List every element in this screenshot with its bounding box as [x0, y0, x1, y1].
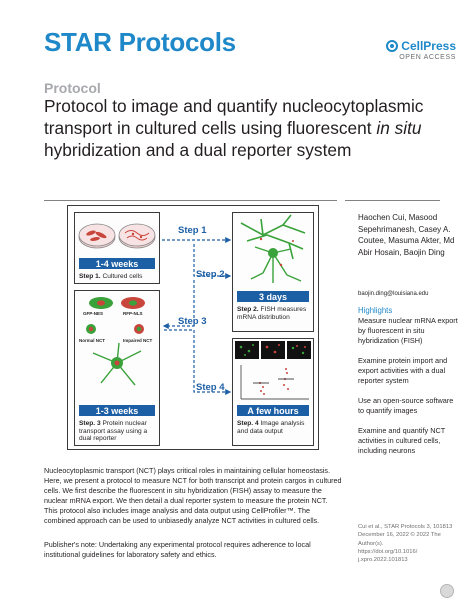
article-title: Protocol to image and quantify nucleocytoplasmic transport in cultured cells using fluorescent in situ hybridization and a dual reporter system	[44, 96, 424, 160]
graphical-abstract	[44, 201, 337, 454]
abstract-text: Nucleocytoplasmic transport (NCT) plays critical roles in maintaining cellular homeostasis. Here, we present a protocol to measure NCT for both transcript and protein cargos in cultured cells. We first describe the fluorescent in situ hybridization (FISH) assay to measure the nuclear mRNA export. We then detail a dual reporter system to measure the protein NCT. This protocol also includes image analysis and data output using CellProfiler™. The combined approach can be used to unbiasedly analyze NCT activities in cultured cells.	[44, 466, 342, 525]
culture-dish-illustration	[75, 213, 159, 257]
caption-step1: Step 1. Cultured cells	[79, 273, 143, 280]
duration-bar-2: 3 days	[237, 291, 309, 302]
journal-name[interactable]: STAR Protocols	[44, 27, 236, 57]
author-list: Haochen Cui, Masood Sepehrimanesh, Casey A. Coutee, Masuma Akter, Md Abir Hosain, Baojin Ding	[358, 213, 455, 257]
duration-bar-1: 1-4 weeks	[79, 258, 155, 269]
caption-step2: Step 2. FISH measures mRNA distribution	[237, 306, 307, 321]
article-type: Protocol	[44, 80, 101, 96]
step-label-1: Step 1	[178, 225, 207, 236]
step-arrows	[160, 206, 232, 446]
divider	[345, 200, 440, 201]
highlight-item: Measure nuclear mRNA export by fluorescent in situ hybridization (FISH)	[358, 316, 458, 345]
label-gfp: GFP-NES	[83, 311, 104, 316]
neuron-fish-illustration	[233, 213, 313, 287]
highlights-list	[358, 316, 458, 466]
publisher-logo[interactable]	[386, 39, 456, 61]
citation-info[interactable]: Cui et al., STAR Protocols 3, 101813 December 16, 2022 © 2022 The Author(s). https://doi.org/10.1016/ j.xpro.2022.101813	[358, 524, 453, 564]
publisher-name: CellPress	[401, 39, 456, 53]
duration-bar-4: A few hours	[237, 405, 309, 416]
panel-step3	[74, 290, 160, 446]
open-access-label: OPEN ACCESS	[399, 54, 456, 61]
step-label-3: Step 3	[178, 316, 207, 327]
highlight-item: Examine protein import and export activities with a dual reporter system	[358, 356, 448, 385]
corresponding-email[interactable]: baojin.ding@louisiana.edu	[358, 291, 429, 297]
highlights-heading: Highlights	[358, 306, 393, 315]
highlight-item: Examine and quantify NCT activities in cultured cells, including neurons	[358, 426, 446, 455]
label-rfp: RFP-NLS	[123, 311, 143, 316]
cellpress-icon	[386, 40, 398, 52]
panel-step2	[232, 212, 314, 332]
duration-bar-3: 1-3 weeks	[79, 405, 155, 416]
step-label-2: Step 2	[196, 269, 225, 280]
caption-step3: Step. 3 Protein nuclear transport assay using a dual reporter	[79, 420, 148, 443]
highlight-item: Use an open-source software to quantify images	[358, 396, 454, 415]
label-impaired-nct: Impaired NCT	[123, 338, 153, 343]
label-normal-nct: Normal NCT	[79, 338, 106, 343]
caption-step4: Step. 4 Image analysis and data output	[237, 420, 305, 435]
publisher-note: Publisher's note: Undertaking any experimental protocol requires adherence to local institutional guidelines for laboratory safety and ethics.	[44, 540, 311, 559]
step-label-4: Step 4	[196, 382, 225, 393]
figure-frame	[67, 205, 319, 450]
panel-step4	[232, 338, 314, 446]
image-analysis-illustration	[233, 339, 313, 403]
check-for-updates-icon[interactable]	[440, 584, 454, 598]
panel-step1	[74, 212, 160, 284]
